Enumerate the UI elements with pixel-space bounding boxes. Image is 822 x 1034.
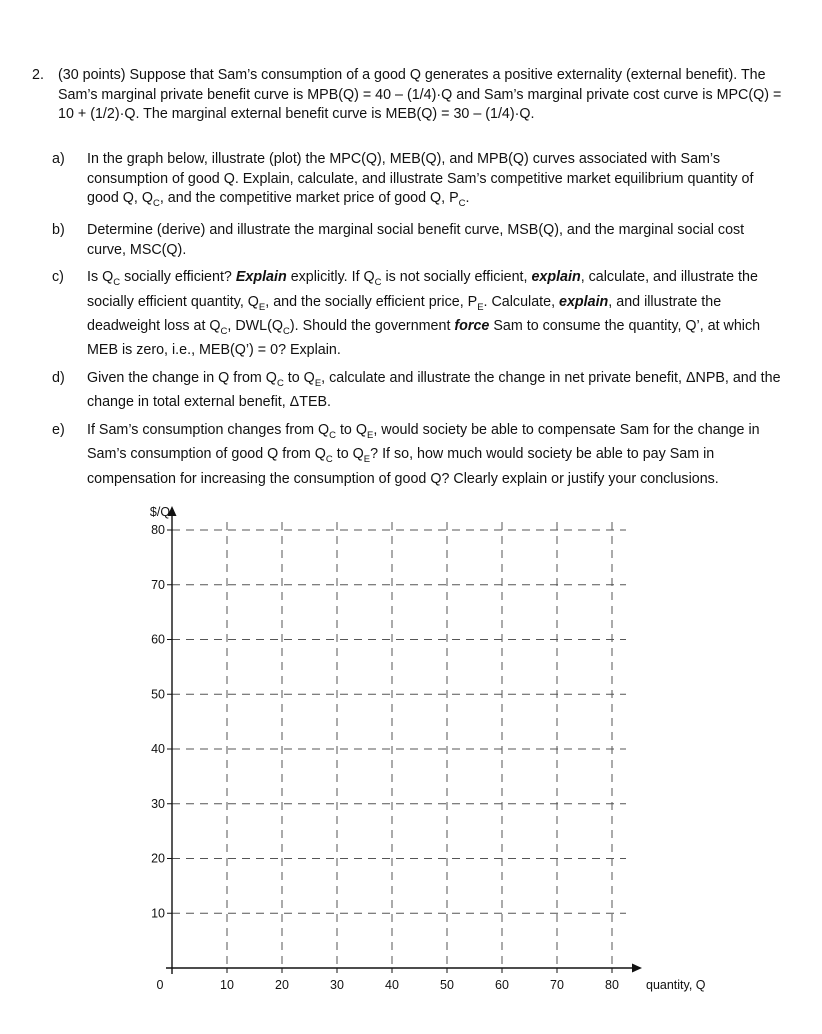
text-run: to Q	[283, 369, 315, 386]
text-run: is not socially efficient,	[381, 269, 532, 286]
text-run: Given the change in Q from Q	[87, 369, 277, 386]
x-tick-label: 50	[440, 978, 454, 992]
question-part	[52, 369, 787, 413]
text-run: , and the socially efficient price, P	[265, 293, 478, 310]
problem	[32, 66, 792, 125]
text-run: Is Q	[87, 269, 114, 286]
problem-number: 2.	[32, 67, 44, 83]
y-tick-label: 10	[151, 906, 165, 921]
subscript-text: C	[152, 197, 160, 209]
text-run: .	[465, 190, 470, 206]
question-part	[52, 221, 787, 260]
x-tick-label: 30	[330, 978, 344, 992]
text-run: Sam to consume the quantity, Q’, at which MEB is zero, i.e., MEB(Q’) = 0? Explain.	[87, 318, 761, 359]
x-tick-label: 40	[385, 978, 399, 992]
text-run: explicitly. If Q	[286, 269, 375, 286]
subscript-text: C	[374, 277, 382, 289]
text-run: , DWL(Q	[227, 318, 284, 335]
text-run: ). Should the government	[289, 318, 455, 335]
subscript-text: E	[363, 454, 371, 466]
subscript-text: C	[329, 429, 336, 441]
text-run: . Calculate,	[483, 293, 560, 310]
subscript-text: E	[366, 429, 374, 441]
text-run: , and the competitive market price of good Q, P	[159, 190, 459, 206]
y-tick-label: 60	[151, 632, 165, 647]
text-run: , calculate and illustrate the change in net private benefit, ΔNPB, and the change in total external benefit, ΔTEB.	[87, 369, 781, 411]
text-run: to Q	[335, 421, 367, 438]
x-axis-arrow	[632, 964, 642, 973]
y-tick-label: 20	[151, 851, 165, 866]
text-run: to Q	[332, 446, 364, 463]
part-label: e)	[52, 421, 65, 438]
problem-intro	[58, 66, 792, 125]
y-axis-label: $/Q	[149, 505, 171, 519]
part-label: c)	[52, 269, 64, 286]
emphasis-text: explain	[531, 269, 581, 286]
x-tick-label: 70	[550, 978, 564, 992]
text-run: In the graph below, illustrate (plot) the MPC(Q), MEB(Q), and MPB(Q) curves associated with Sam’s consumption of good Q. Explain, calculate, and illustrate Sam’s competitive market equilibrium quantity of good Q, Q	[87, 151, 754, 206]
subscript-text: C	[220, 325, 228, 337]
subscript-text: C	[276, 377, 284, 389]
part-text	[87, 369, 787, 413]
text-run: socially efficient?	[120, 269, 236, 286]
subscript-text: C	[325, 454, 333, 466]
question-part	[52, 421, 787, 489]
subscript-text: E	[314, 377, 322, 389]
x-axis-label: quantity, Q	[646, 978, 706, 992]
y-tick-label: 70	[151, 577, 165, 592]
y-tick-label: 50	[151, 687, 165, 702]
emphasis-text: explain	[559, 293, 609, 310]
subscript-text: E	[258, 301, 266, 313]
part-text	[87, 150, 787, 213]
part-text	[87, 421, 787, 489]
emphasis-text: force	[454, 318, 490, 335]
y-tick-label: 80	[151, 523, 165, 537]
part-text	[87, 268, 787, 361]
part-label: d)	[52, 369, 65, 386]
part-label: a)	[52, 151, 65, 167]
y-tick-label: 40	[151, 742, 165, 756]
text-run: ? If so, how much would society be able to pay Sam in compensation for increasing the consumption of good Q? Clearly explain or justify your conclusions.	[87, 446, 719, 487]
question-part	[52, 150, 787, 213]
text-run: Determine (derive) and illustrate the marginal social benefit curve, MSB(Q), and the marginal social cost curve, MSC(Q).	[87, 222, 745, 258]
text-run: If Sam’s consumption changes from Q	[87, 421, 330, 438]
parts-list	[52, 150, 787, 497]
emphasis-text: Explain	[235, 269, 287, 286]
part-text	[87, 221, 787, 260]
subscript-text: C	[283, 325, 290, 337]
part-label: b)	[52, 222, 65, 239]
origin-label: 0	[156, 978, 164, 992]
axes-graph	[0, 490, 822, 1000]
text-run: , and illustrate the deadweight loss at Q	[87, 293, 722, 335]
text-run: , calculate, and illustrate the socially efficient quantity, Q	[87, 269, 758, 310]
subscript-text: C	[113, 277, 121, 289]
x-tick-label: 60	[495, 978, 509, 992]
text-run: (30 points) Suppose that Sam’s consumption of a good Q generates a positive externality (external benefit). The Sam’s marginal private benefit curve is MPB(Q) = 40 – (1/4)·Q and Sam’s marginal private cost curve is MPC(Q) = 10 + (1/2)·Q. The marginal external benefit curve is MEB(Q) = 30 – (1/4)·Q.	[58, 67, 782, 122]
text-run: , would society be able to compensate Sam for the change in Sam’s consumption of good Q from Q	[87, 421, 760, 463]
subscript-text: C	[458, 197, 466, 209]
y-tick-label: 30	[151, 796, 165, 811]
x-tick-label: 20	[275, 978, 289, 992]
x-tick-label: 80	[605, 978, 619, 992]
question-part	[52, 268, 787, 361]
subscript-text: E	[477, 301, 484, 313]
x-tick-label: 10	[220, 978, 234, 992]
